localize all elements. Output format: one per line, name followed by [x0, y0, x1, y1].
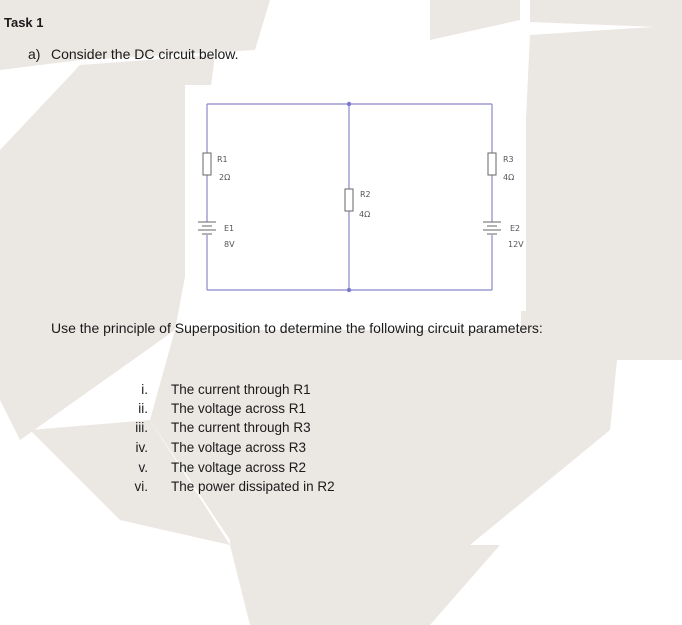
list-number: ii.	[138, 401, 148, 416]
list-number: iv.	[135, 440, 148, 455]
e2-name: E2	[510, 224, 521, 233]
question-text: Consider the DC circuit below.	[51, 46, 239, 62]
list-item: The voltage across R1	[171, 401, 307, 416]
list-item: The voltage across R3	[171, 440, 307, 455]
list-item: The voltage across R2	[171, 460, 307, 475]
r1-name: R1	[217, 155, 228, 164]
r2-value: 4Ω	[359, 210, 371, 219]
r3-value: 4Ω	[503, 173, 515, 182]
e1-value: 8V	[224, 240, 235, 249]
task-title: Task 1	[4, 15, 44, 30]
list-number: vi.	[134, 479, 148, 494]
list-item: The current through R1	[171, 382, 311, 397]
r2-name: R2	[360, 190, 371, 199]
question-label: a)	[28, 46, 41, 62]
r1-value: 2Ω	[219, 173, 231, 182]
list-item: The current through R3	[171, 420, 311, 435]
e1-name: E1	[224, 224, 235, 233]
list-item: The power dissipated in R2	[171, 479, 335, 494]
junction-node-top	[347, 102, 351, 106]
resistor-r1	[203, 153, 211, 175]
resistor-r3	[488, 153, 496, 175]
circuit-background	[185, 85, 526, 311]
list-number: i.	[141, 382, 148, 397]
instruction-text: Use the principle of Superposition to determine the following circuit parameters:	[51, 320, 543, 336]
list-number: v.	[138, 460, 148, 475]
list-number: iii.	[135, 420, 148, 435]
e2-value: 12V	[508, 240, 524, 249]
resistor-r2	[345, 189, 353, 211]
r3-name: R3	[503, 155, 514, 164]
junction-node-bottom	[347, 288, 351, 292]
